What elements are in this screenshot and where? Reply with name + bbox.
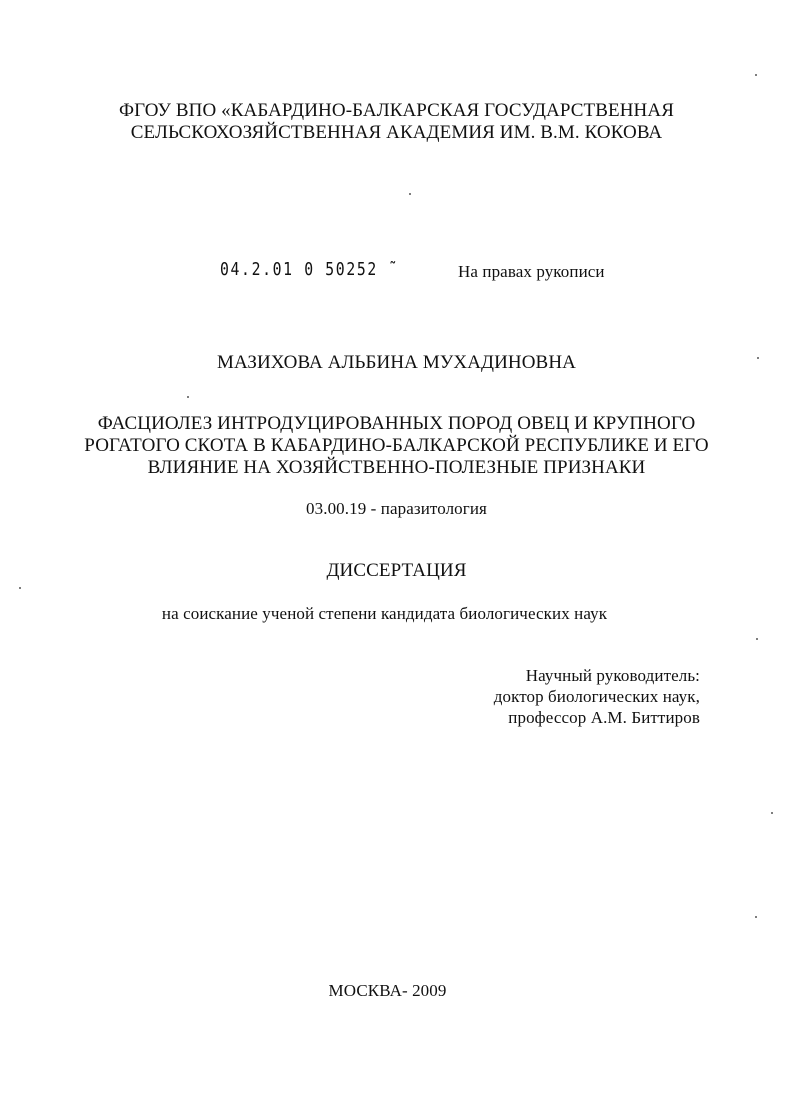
- specialty-code: 03.00.19 - паразитология: [306, 499, 487, 518]
- degree-statement: на соискание ученой степени кандидата биологических наук: [161, 604, 608, 623]
- scan-speck: [19, 587, 21, 589]
- institution-line-1: ФГОУ ВПО «КАБАРДИНО-БАЛКАРСКАЯ ГОСУДАРСТВЕННАЯ: [119, 100, 674, 121]
- scan-speck: [187, 396, 189, 398]
- supervisor-label: Научный руководитель:: [525, 666, 700, 685]
- supervisor-degree: доктор биологических наук,: [493, 687, 700, 706]
- scan-speck: [409, 193, 411, 195]
- manuscript-rights: На правах рукописи: [458, 262, 605, 281]
- scan-speck: [757, 357, 759, 359]
- scan-speck: [755, 74, 757, 76]
- title-line-3: ВЛИЯНИЕ НА ХОЗЯЙСТВЕННО-ПОЛЕЗНЫЕ ПРИЗНАКИ: [147, 457, 646, 478]
- author-name: МАЗИХОВА АЛЬБИНА МУХАДИНОВНА: [217, 352, 576, 373]
- supervisor-name: профессор А.М. Биттиров: [508, 708, 700, 727]
- document-type: ДИССЕРТАЦИЯ: [326, 560, 467, 581]
- city-year: МОСКВА- 2009: [328, 981, 447, 1000]
- scan-speck: [755, 916, 757, 918]
- scan-speck: [756, 638, 758, 640]
- registration-stamp: 04.2.01 0 50252 ˜: [220, 259, 399, 280]
- title-line-2: РОГАТОГО СКОТА В КАБАРДИНО-БАЛКАРСКОЙ РЕСПУБЛИКЕ И ЕГО: [84, 435, 709, 456]
- institution-line-2: СЕЛЬСКОХОЗЯЙСТВЕННАЯ АКАДЕМИЯ ИМ. В.М. КОКОВА: [130, 122, 663, 143]
- title-line-1: ФАСЦИОЛЕЗ ИНТРОДУЦИРОВАННЫХ ПОРОД ОВЕЦ И КРУПНОГО: [97, 413, 696, 434]
- scan-speck: [771, 812, 773, 814]
